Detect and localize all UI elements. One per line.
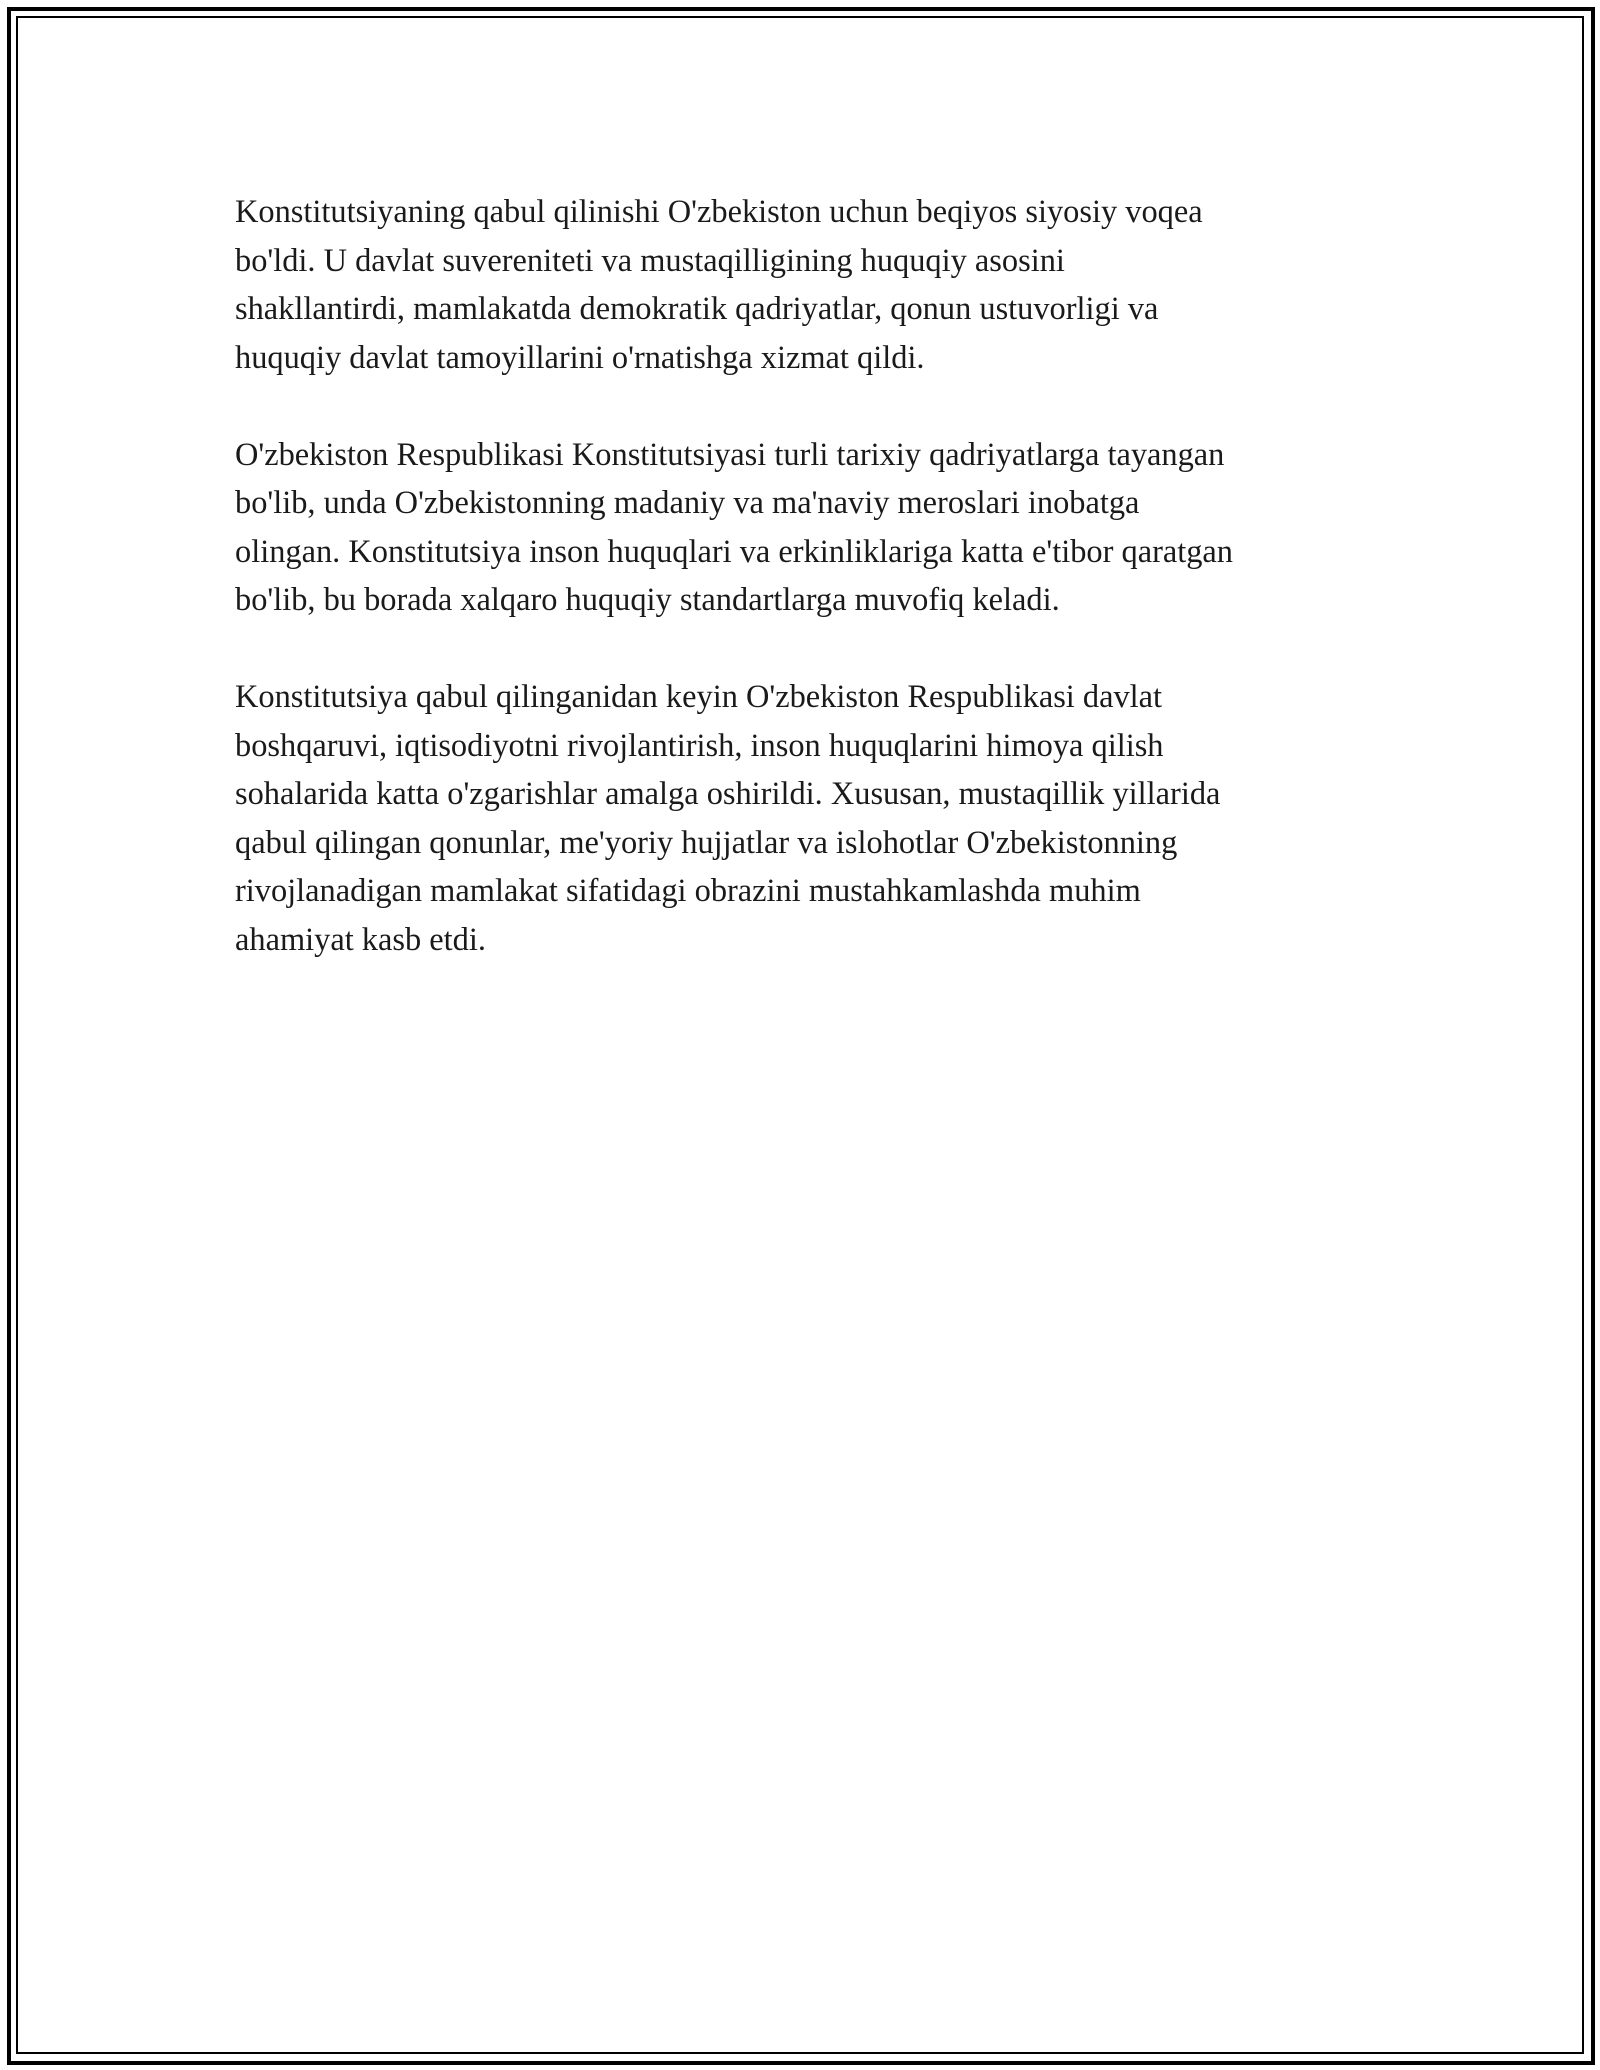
text-line: bo'lib, unda O'zbekistonning madaniy va ma'naviy meroslari inobatga bbox=[235, 485, 1140, 521]
document-body bbox=[235, 188, 1375, 1013]
text-line: ahamiyat kasb etdi. bbox=[235, 921, 486, 958]
text-line: Konstitutsiya qabul qilinganidan keyin O'zbekiston Respublikasi davlat bbox=[235, 679, 1163, 715]
text-line: bo'lib, bu borada xalqaro huquqiy standartlarga muvofiq keladi. bbox=[235, 582, 1060, 618]
paragraph-1 bbox=[235, 188, 1375, 382]
text-line: qabul qilingan qonunlar, me'yoriy hujjatlar va islohotlar O'zbekistonning bbox=[235, 824, 1178, 861]
text-line: bo'ldi. U davlat suvereniteti va mustaqilligining huquqiy asosini bbox=[235, 242, 1065, 279]
text-line: sohalarida katta o'zgarishlar amalga oshirildi. Xususan, mustaqillik yillarida bbox=[235, 776, 1221, 812]
text-line: Konstitutsiyaning qabul qilinishi O'zbekiston uchun beqiyos siyosiy voqea bbox=[235, 194, 1203, 230]
paragraph-3 bbox=[235, 673, 1375, 964]
text-line: boshqaruvi, iqtisodiyotni rivojlantirish, inson huquqlarini himoya qilish bbox=[235, 727, 1164, 764]
text-line: shakllantirdi, mamlakatda demokratik qadriyatlar, qonun ustuvorligi va bbox=[235, 291, 1159, 327]
text-line: rivojlanadigan mamlakat sifatidagi obrazini mustahkamlashda muhim bbox=[235, 873, 1141, 909]
text-line: huquqiy davlat tamoyillarini o'rnatishga xizmat qildi. bbox=[235, 339, 925, 376]
text-line: O'zbekiston Respublikasi Konstitutsiyasi turli tarixiy qadriyatlarga tayangan bbox=[235, 436, 1225, 473]
paragraph-2 bbox=[235, 431, 1375, 625]
text-line: olingan. Konstitutsiya inson huquqlari va erkinliklariga katta e'tibor qaratgan bbox=[235, 533, 1234, 570]
